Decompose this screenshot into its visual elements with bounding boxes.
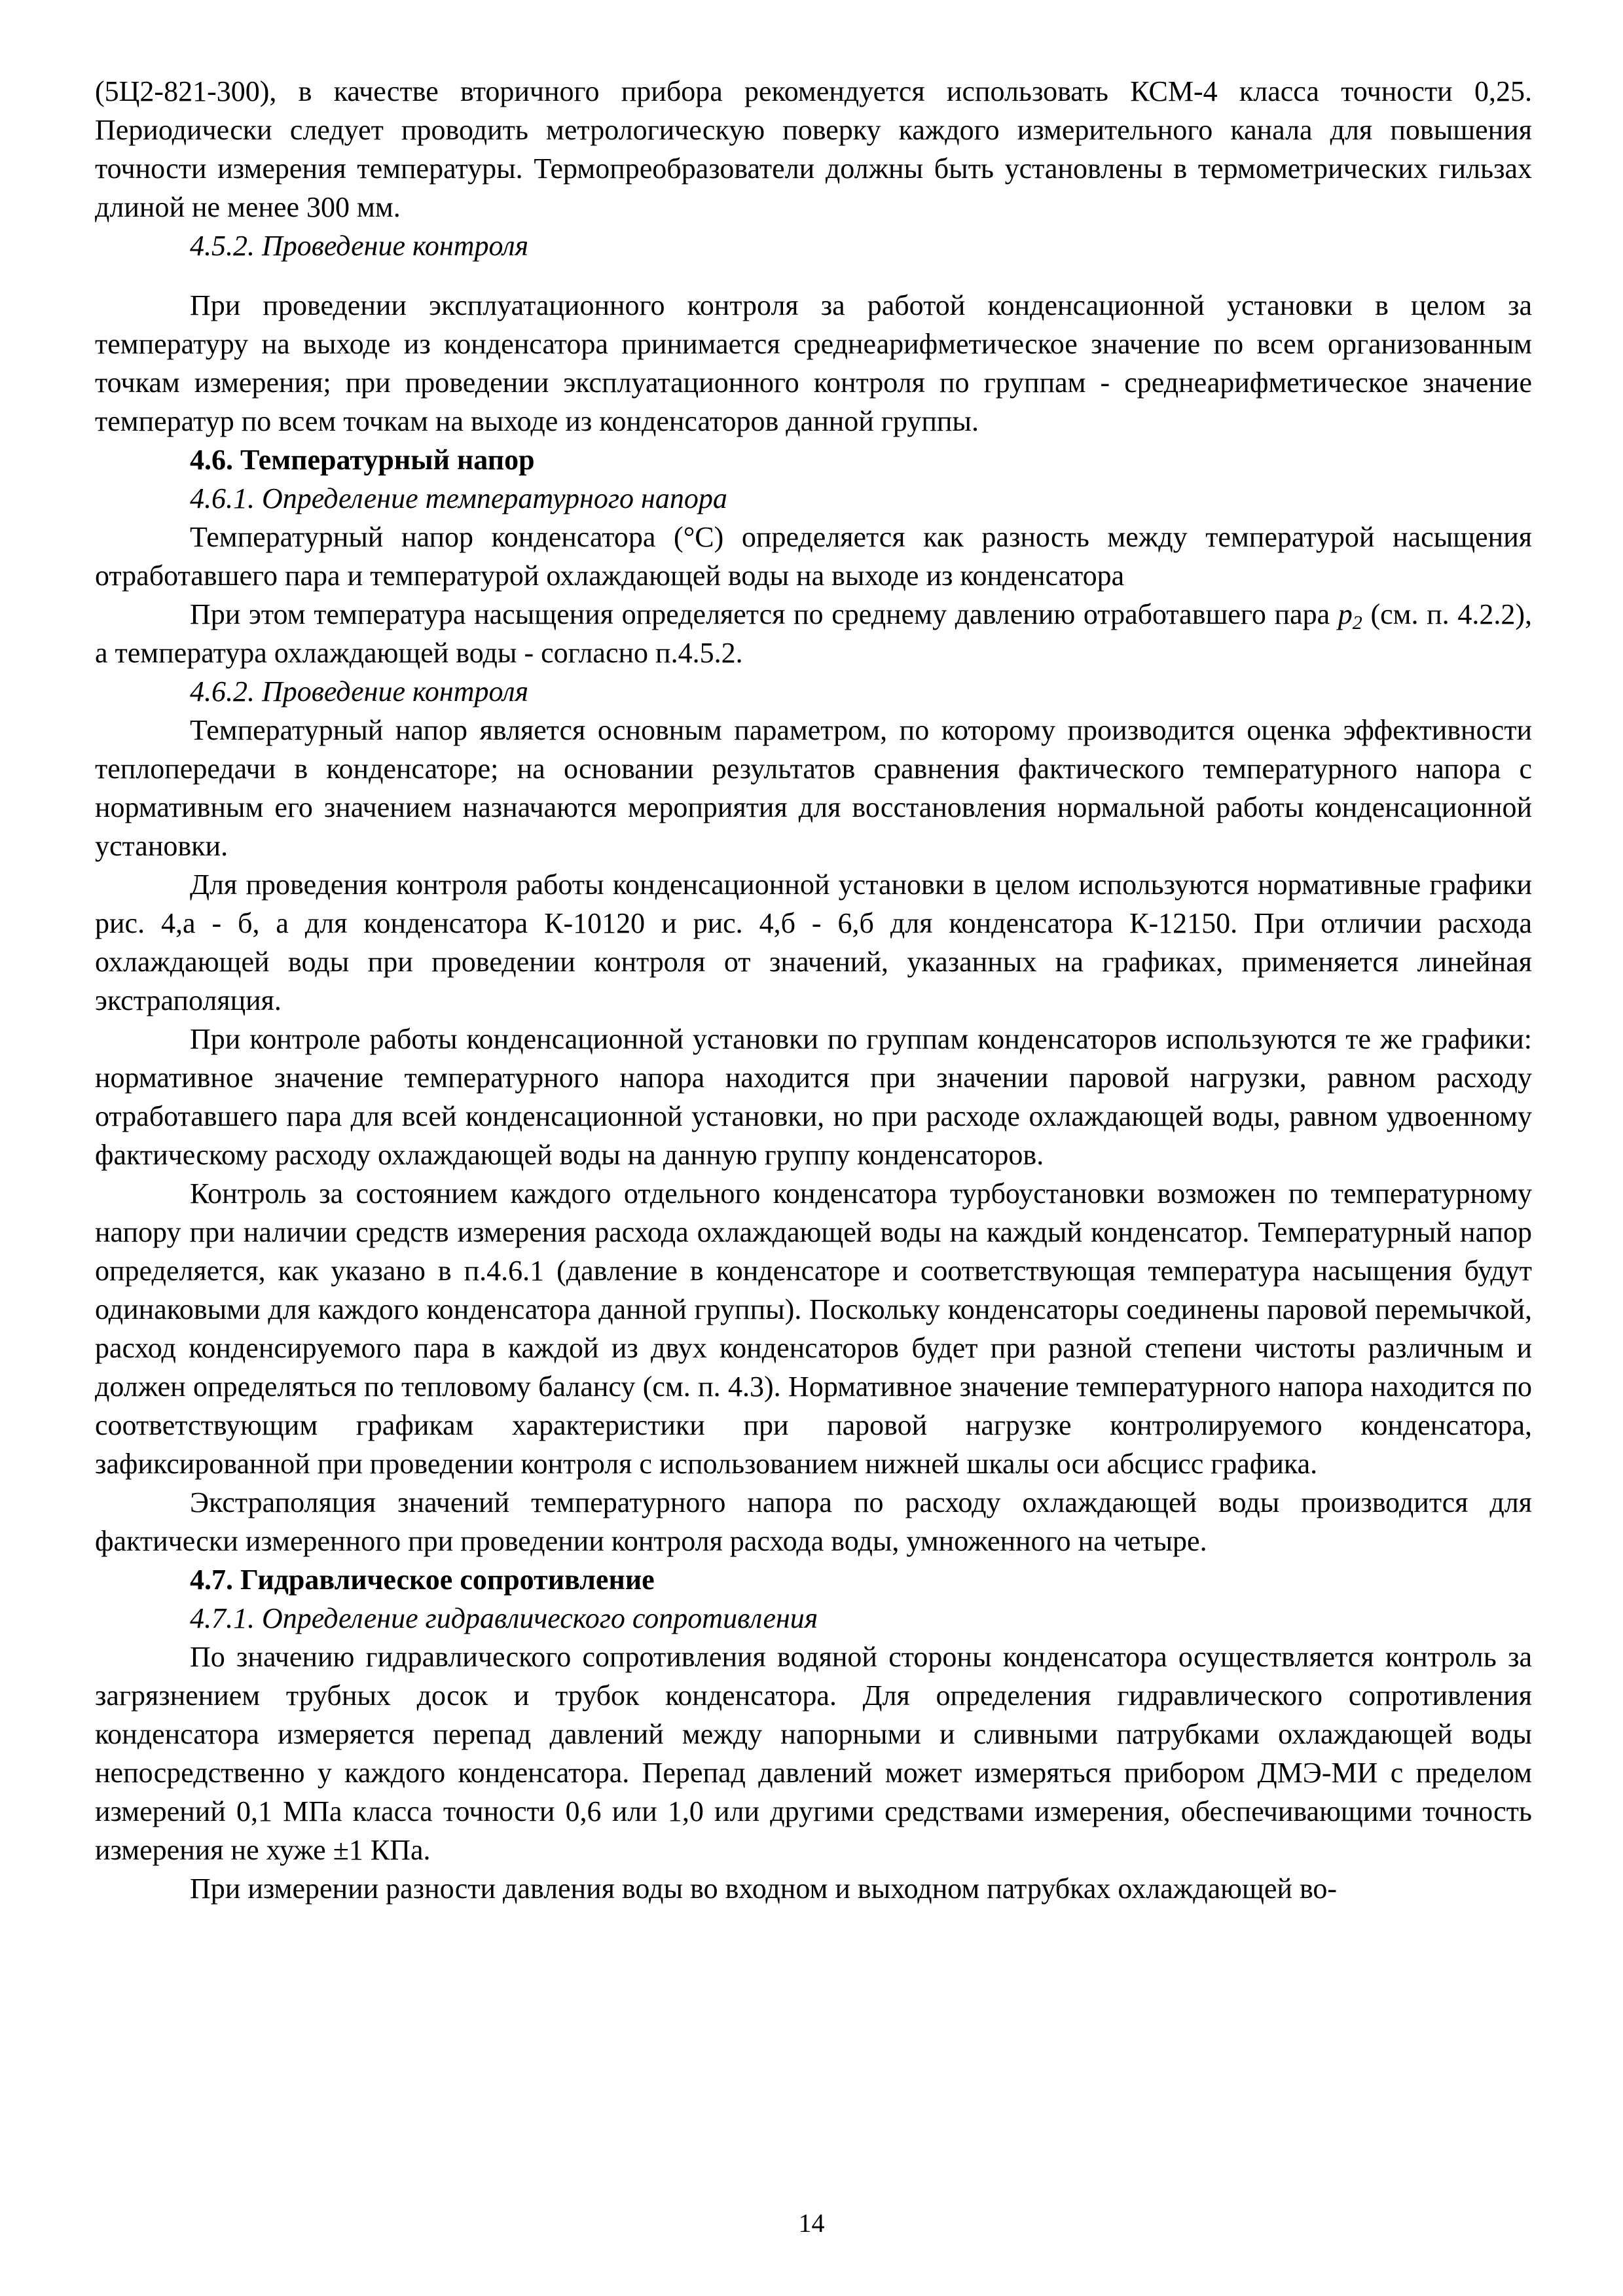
paragraph-4-6-2-5: Экстраполяция значений температурного напора по расходу охлаждающей воды производится для фактически измеренного при проведении контроля расхода воды, умноженного на четыре. <box>95 1486 1532 1557</box>
heading-4-6-2: 4.6.2. Проведение контроля <box>190 675 529 708</box>
paragraph-4-6-2-2: Для проведения контроля работы конденсационной установки в целом используются нормативные графики рис. 4,а - б, а для конденсатора К-10120 и рис. 4,б - 6,б для конденсатора К-12150. При отличии расхода охлаждающей воды при проведении контроля от значений, указанных на графиках, применяется линейная экстраполяция. <box>95 869 1532 1016</box>
paragraph-4-6-2-4: Контроль за состоянием каждого отдельного конденсатора турбоустановки возможен по температурному напору при наличии средств измерения расхода охлаждающей воды на каждый конденсатор. Температурный напор определяется, как указано в п.4.6.1 (давление в конденсаторе и соответствующая температура насыщения будут одинаковыми для каждого конденсатора данной группы). Поскольку конденсаторы соединены паровой перемычкой, расход конденсируемого пара в каждой из двух конденсаторов будет при разной степени чистоты различным и должен определяться по тепловому балансу (см. п. 4.3). Нормативное значение температурного напора находится по соответствующим графикам характеристики при паровой нагрузке контролируемого конденсатора, зафиксированной при проведении контроля с использованием нижней шкалы оси абсцисс графика. <box>95 1177 1532 1480</box>
pressure-subscript: 2 <box>1352 612 1362 634</box>
pressure-variable: p <box>1338 598 1353 630</box>
paragraph-4-5-2-1: При проведении эксплуатационного контроля за работой конденсационной установки в целом за температуру на выходе из конденсатора принимается среднеарифметическое значение по всем организованным точкам измерения; при проведении эксплуатационного контроля по группам - среднеарифметическое значение температур по всем точкам на выходе из конденсаторов данной группы. <box>95 289 1532 437</box>
document-page <box>95 72 1532 1908</box>
page-number: 14 <box>798 2208 825 2238</box>
paragraph-4-7-1-2: При измерении разности давления воды во входном и выходном патрубках охлаждающей во- <box>190 1873 1338 1905</box>
paragraph-4-6-1-2 <box>95 595 1532 672</box>
paragraph-4-7-1-1: По значению гидравлического сопротивления водяной стороны конденсатора осуществляется контроль за загрязнением трубных досок и трубок конденсатора. Для определения гидравлического сопротивления конденсатора измеряется перепад давлений между напорными и сливными патрубками охлаждающей воды непосредственно у каждого конденсатора. Перепад давлений может измеряться прибором ДМЭ-МИ с пределом измерений 0,1 МПа класса точности 0,6 или 1,0 или другими средствами измерения, обеспечивающими точность измерения не хуже ±1 КПа. <box>95 1641 1532 1866</box>
paragraph-4-6-2-3: При контроле работы конденсационной установки по группам конденсаторов используются те же графики: нормативное значение температурного напора находится при значении паровой нагрузки, равном расходу отработавшего пара для всей конденсационной установки, но при расходе охлаждающей воды, равном удвоенному фактическому расходу охлаждающей воды на данную группу конденсаторов. <box>95 1023 1532 1171</box>
heading-4-7-1: 4.7.1. Определение гидравлического сопротивления <box>190 1602 818 1634</box>
paragraph-intro: (5Ц2-821-300), в качестве вторичного прибора рекомендуется использовать КСМ-4 класса точности 0,25. Периодически следует проводить метрологическую поверку каждого измерительного канала для повышения точности измерения температуры. Термопреобразователи должны быть установлены в термометрических гильзах длиной не менее 300 мм. <box>95 75 1532 223</box>
paragraph-4-6-2-1: Температурный напор является основным параметром, по которому производится оценка эффективности теплопередачи в конденсаторе; на основании результатов сравнения фактического температурного напора с нормативным его значением назначаются мероприятия для восстановления нормальной работы конденсационной установки. <box>95 714 1532 862</box>
heading-4-7: 4.7. Гидравлическое сопротивление <box>190 1564 655 1596</box>
paragraph-4-6-1-2-text: При этом температура насыщения определяется по среднему давлению отработавшего пара <box>190 598 1338 630</box>
paragraph-4-6-1-2-tail: (см. п. 4.2.2), а температура охлаждающей воды - согласно п.4.5.2. <box>95 598 1532 669</box>
heading-4-6: 4.6. Температурный напор <box>190 444 535 476</box>
paragraph-4-6-1-1: Температурный напор конденсатора (°С) определяется как разность между температурой насыщения отработавшего пара и температурой охлаждающей воды на выходе из конденсатора <box>95 521 1532 592</box>
heading-4-6-1: 4.6.1. Определение температурного напора <box>190 482 727 514</box>
heading-4-5-2: 4.5.2. Проведение контроля <box>190 230 529 262</box>
